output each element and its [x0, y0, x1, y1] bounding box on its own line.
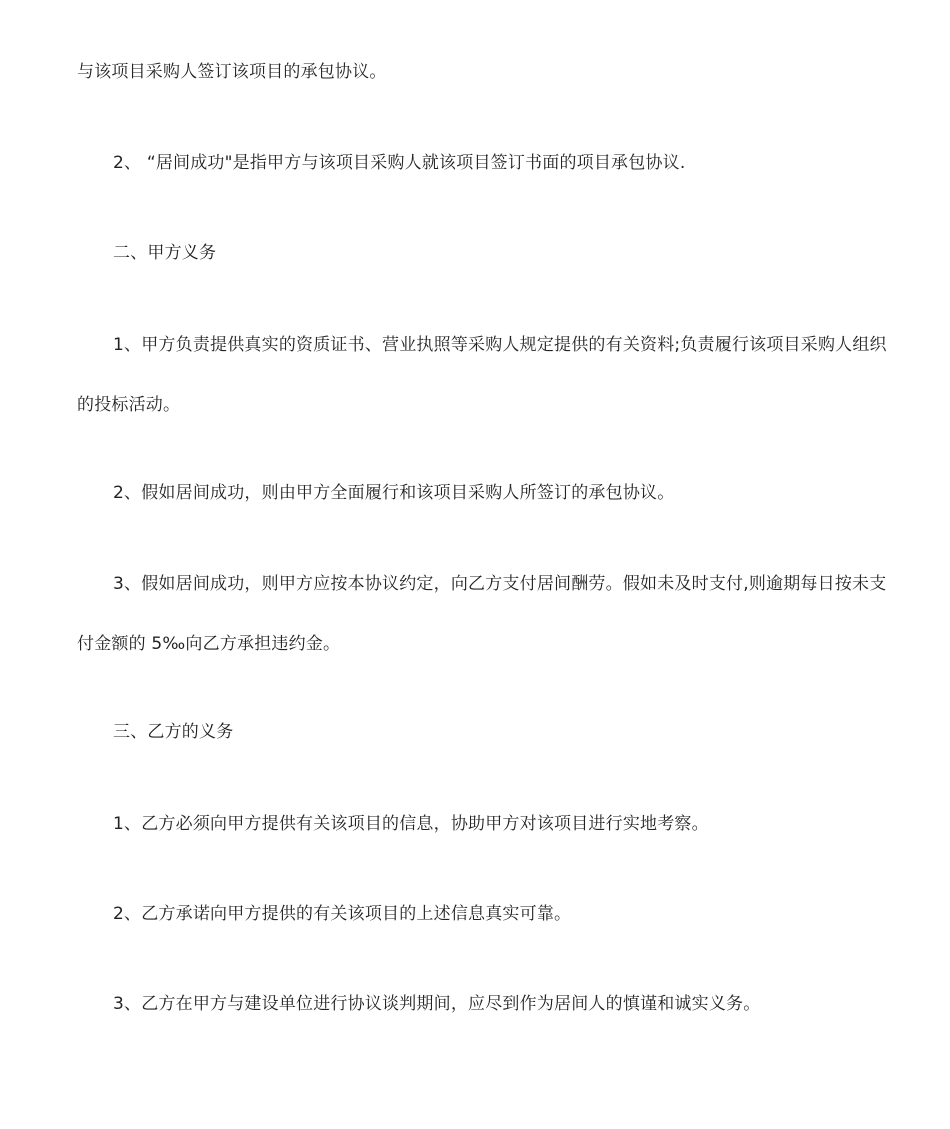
paragraph-party-a-2: 2、假如居间成功，则由甲方全面履行和该项目采购人所签订的承包协议。: [113, 483, 675, 503]
section-heading-party-a-obligations: 二、甲方义务: [113, 243, 217, 263]
paragraph-definition-2: 2、 “居间成功"是指甲方与该项目采购人就该项目签订书面的项目承包协议.: [113, 153, 686, 173]
paragraph-party-b-3: 3、乙方在甲方与建设单位进行协议谈判期间，应尽到作为居间人的慎谨和诚实义务。: [113, 994, 761, 1014]
section-heading-party-b-obligations: 三、乙方的义务: [113, 722, 234, 742]
paragraph-continuation: 与该项目采购人签订该项目的承包协议。: [77, 62, 387, 82]
paragraph-party-a-3: 3、假如居间成功，则甲方应按本协议约定，向乙方支付居间酬劳。假如未及时支付,则逾期每日按未支付金额的 5‰向乙方承担违约金。: [77, 574, 887, 654]
paragraph-party-a-1: 1、甲方负责提供真实的资质证书、营业执照等采购人规定提供的有关资料;负责履行该项目采购人组织的投标活动。: [77, 335, 887, 415]
paragraph-party-b-2: 2、乙方承诺向甲方提供的有关该项目的上述信息真实可靠。: [113, 904, 572, 924]
paragraph-party-b-1: 1、乙方必须向甲方提供有关该项目的信息，协助甲方对该项目进行实地考察。: [113, 814, 709, 834]
